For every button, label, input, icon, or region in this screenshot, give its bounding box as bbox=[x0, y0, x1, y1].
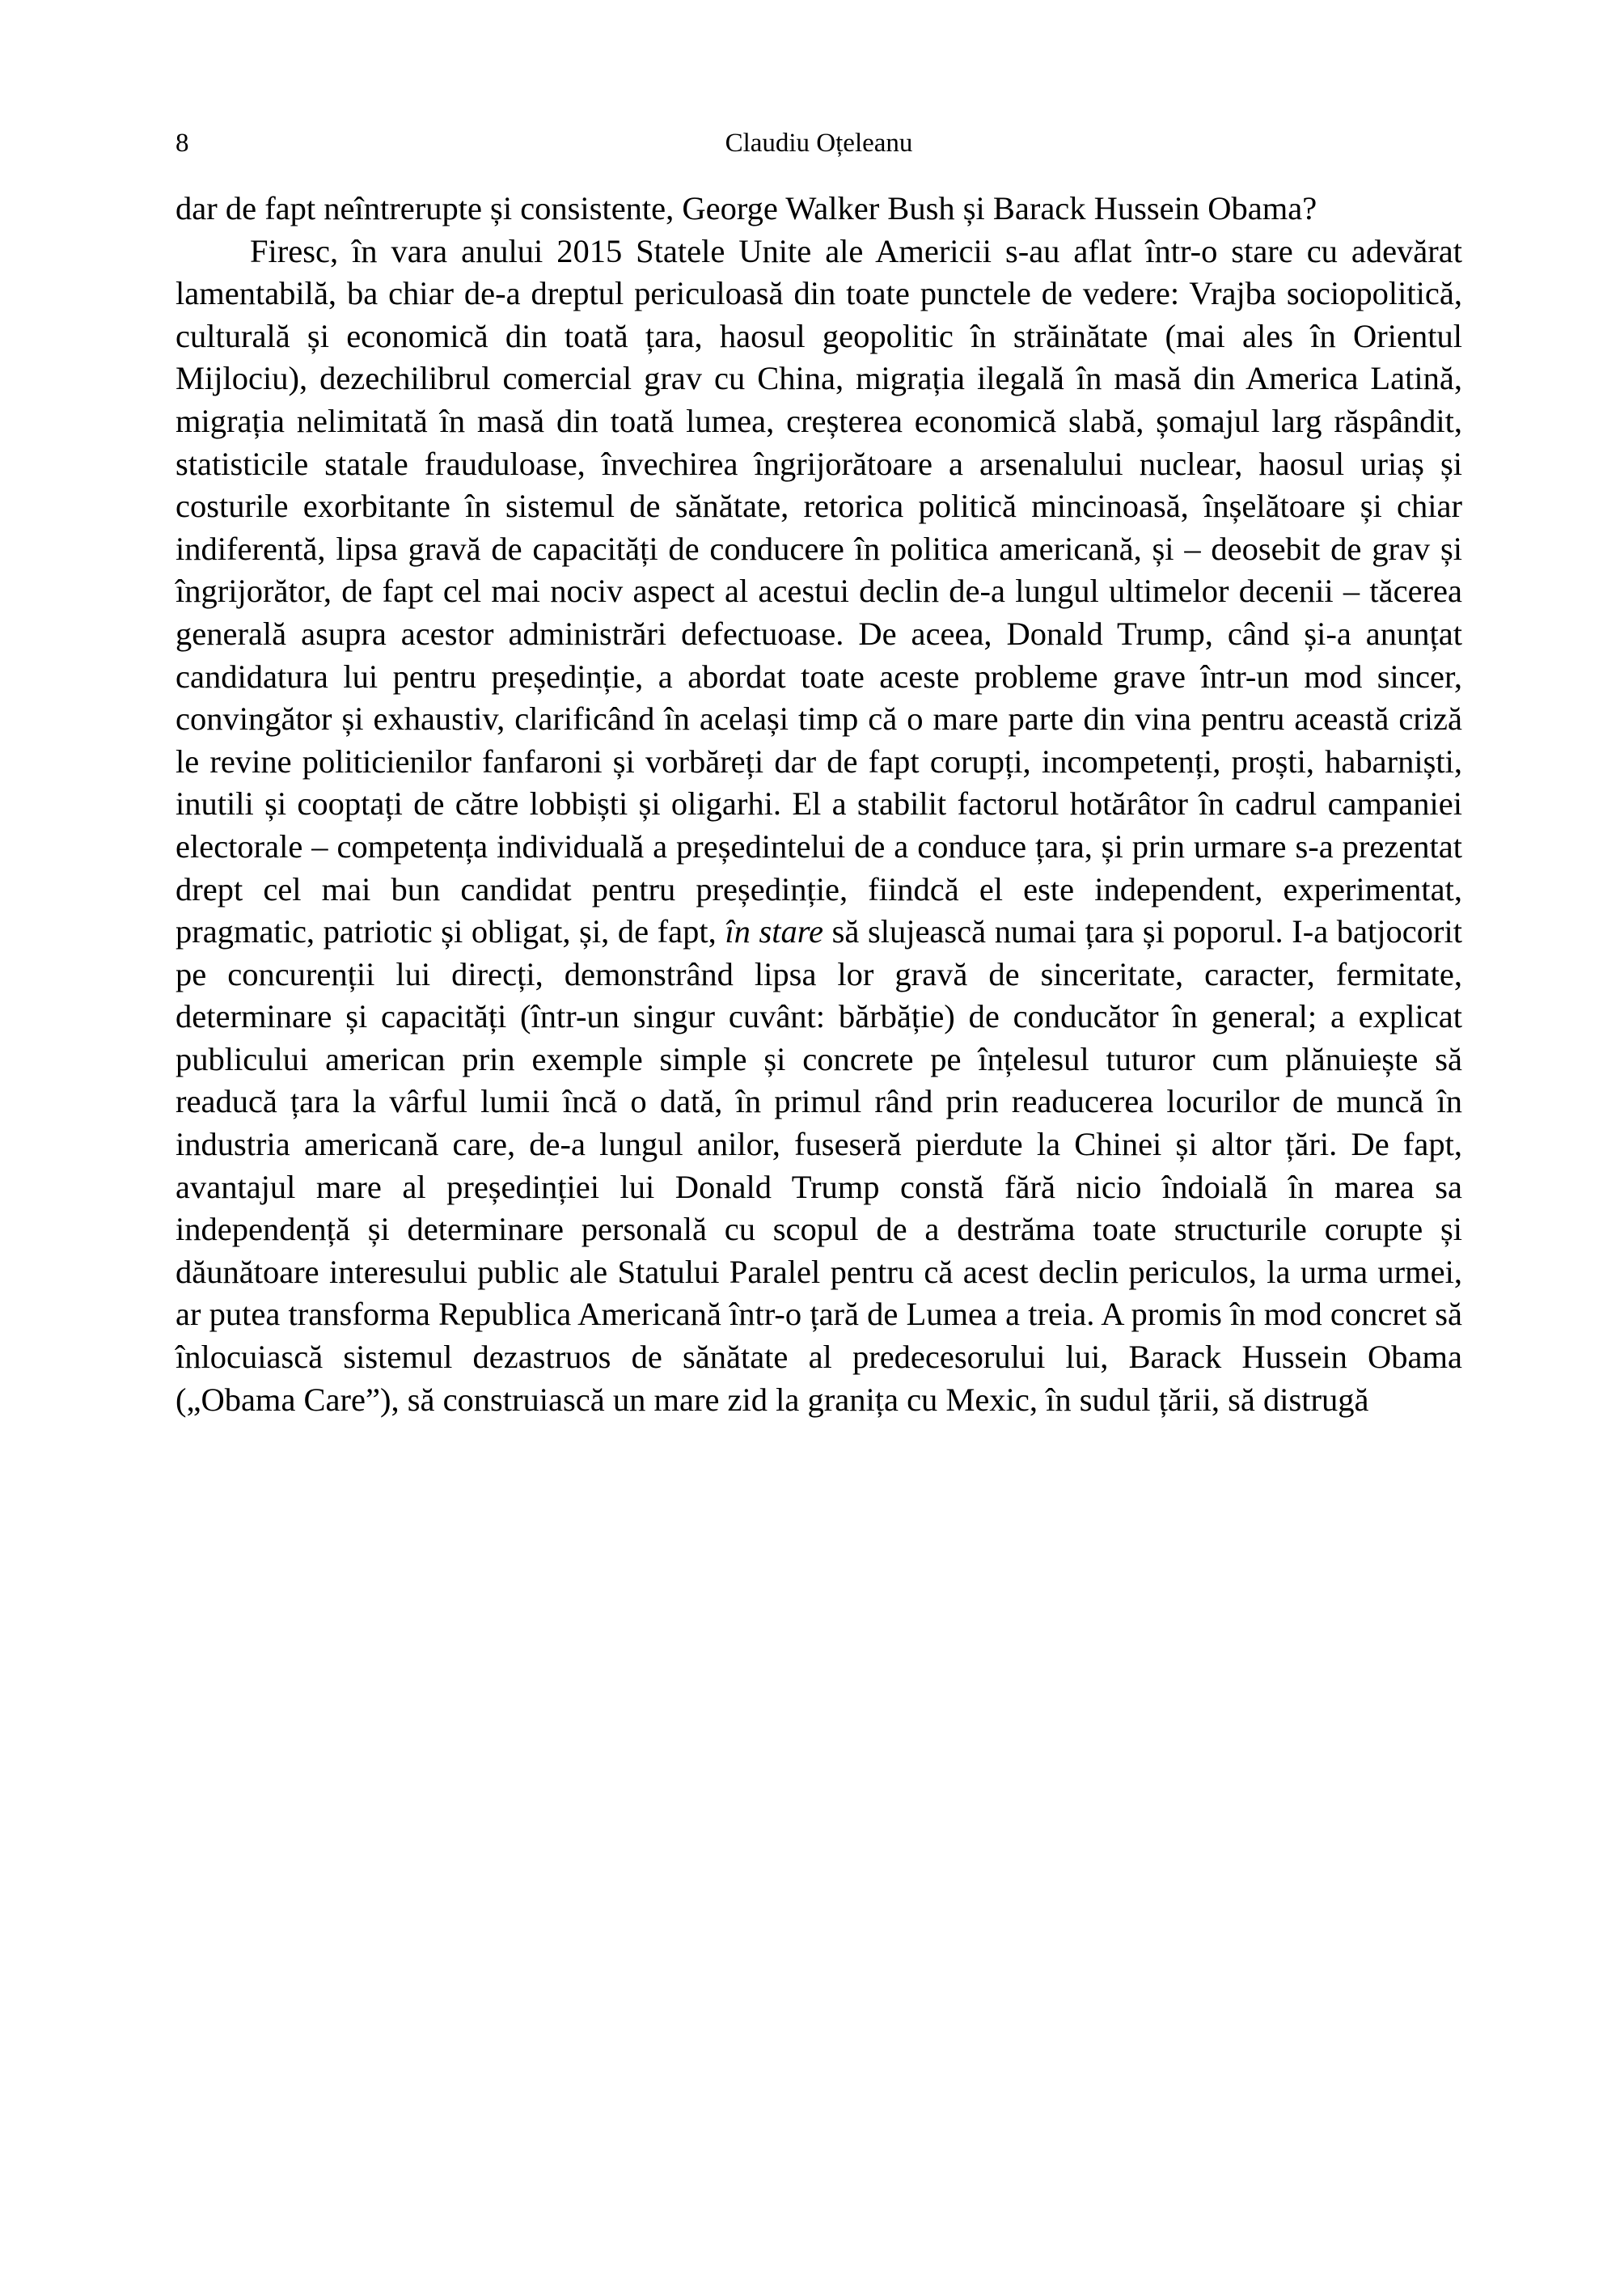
paragraph-continuation: dar de fapt neîntrerupte și consistente, George Walker Bush și Barack Hussein Obama? bbox=[176, 190, 1317, 226]
page-number: 8 bbox=[176, 129, 189, 158]
paragraph-text-part-2: să slujească numai țara și poporul. I-a batjocorit pe concurenții lui direcți, demonstrând lipsa lor gravă de sinceritate, caracter, fermitate, determinare și capacități (într-un singur cuvânt: bărbăție) de conducător în general; a explicat publicului american prin exemple simple și concrete pe înțelesul tuturor cum plănuiește să readucă țara la vârful lumii încă o dată, în primul rând prin readucerea locurilor de muncă în industria americană care, de-a lungul anilor, fuseseră pierdute la Chinei și altor țări. De fapt, avantajul mare al președinției lui Donald Trump constă fără nicio îndoială în marea sa independență și determinare personală cu scopul de a destrăma toate structurile corupte și dăunătoare interesului public ale Statului Paralel pentru că acest declin periculos, la urma urmei, ar putea transforma Republica Americană într-o țară de Lumea a treia. A promis în mod concret să înlocuiască sistemul dezastruos de sănătate al predecesorului lui, Barack Hussein Obama („Obama Care”), să construiască un mare zid la granița cu Mexic, în sudul țării, să distrugă bbox=[176, 913, 1462, 1418]
paragraph-text-part-1: Firesc, în vara anului 2015 Statele Unite ale Americii s-au aflat într-o stare cu adevărat lamentabilă, ba chiar de-a dreptul periculoasă din toate punctele de vedere: Vrajba sociopolitică, culturală și economică din toată țara, haosul geopolitic în străinătate (mai ales în Orientul Mijlociu), dezechilibrul comercial grav cu China, migrația ilegală în masă din America Latină, migrația nelimitată în masă din toată lumea, creșterea economică slabă, șomajul larg răspândit, statisticile statale frauduloase, învechirea îngrijorătoare a arsenalului nuclear, haosul uriaș și costurile exorbitante în sistemul de sănătate, retorica politică mincinoasă, înșelătoare și chiar indiferentă, lipsa gravă de capacități de conducere în politica americană, și – deosebit de grav și îngrijorător, de fapt cel mai nociv aspect al acestui declin de-a lungul ultimelor decenii – tăcerea generală asupra acestor administrări defectuoase. De aceea, Donald Trump, când și-a anunțat candidatura lui pentru președinție, a abordat toate aceste probleme grave într-un mod sincer, convingător și exhaustiv, clarificând în același timp că o mare parte din vina pentru această criză le revine politicienilor fanfaroni și vorbăreți dar de fapt corupți, incompetenți, proști, habarniști, inutili și cooptați de către lobbiști și oligarhi. El a stabilit factorul hotărâtor în cadrul campaniei electorale – competența individuală a președintelui de a conduce țara, și prin urmare s-a prezentat drept cel mai bun candidat pentru președinție, fiindcă el este independent, experimentat, pragmatic, patriotic și obligat, și, de fapt, bbox=[176, 232, 1462, 950]
running-head-author: Claudiu Oțeleanu bbox=[725, 129, 913, 158]
italic-emphasis: în stare bbox=[725, 913, 823, 950]
body-text bbox=[176, 188, 1462, 1421]
paragraph-main bbox=[176, 231, 1462, 1422]
page-header bbox=[176, 123, 1462, 163]
